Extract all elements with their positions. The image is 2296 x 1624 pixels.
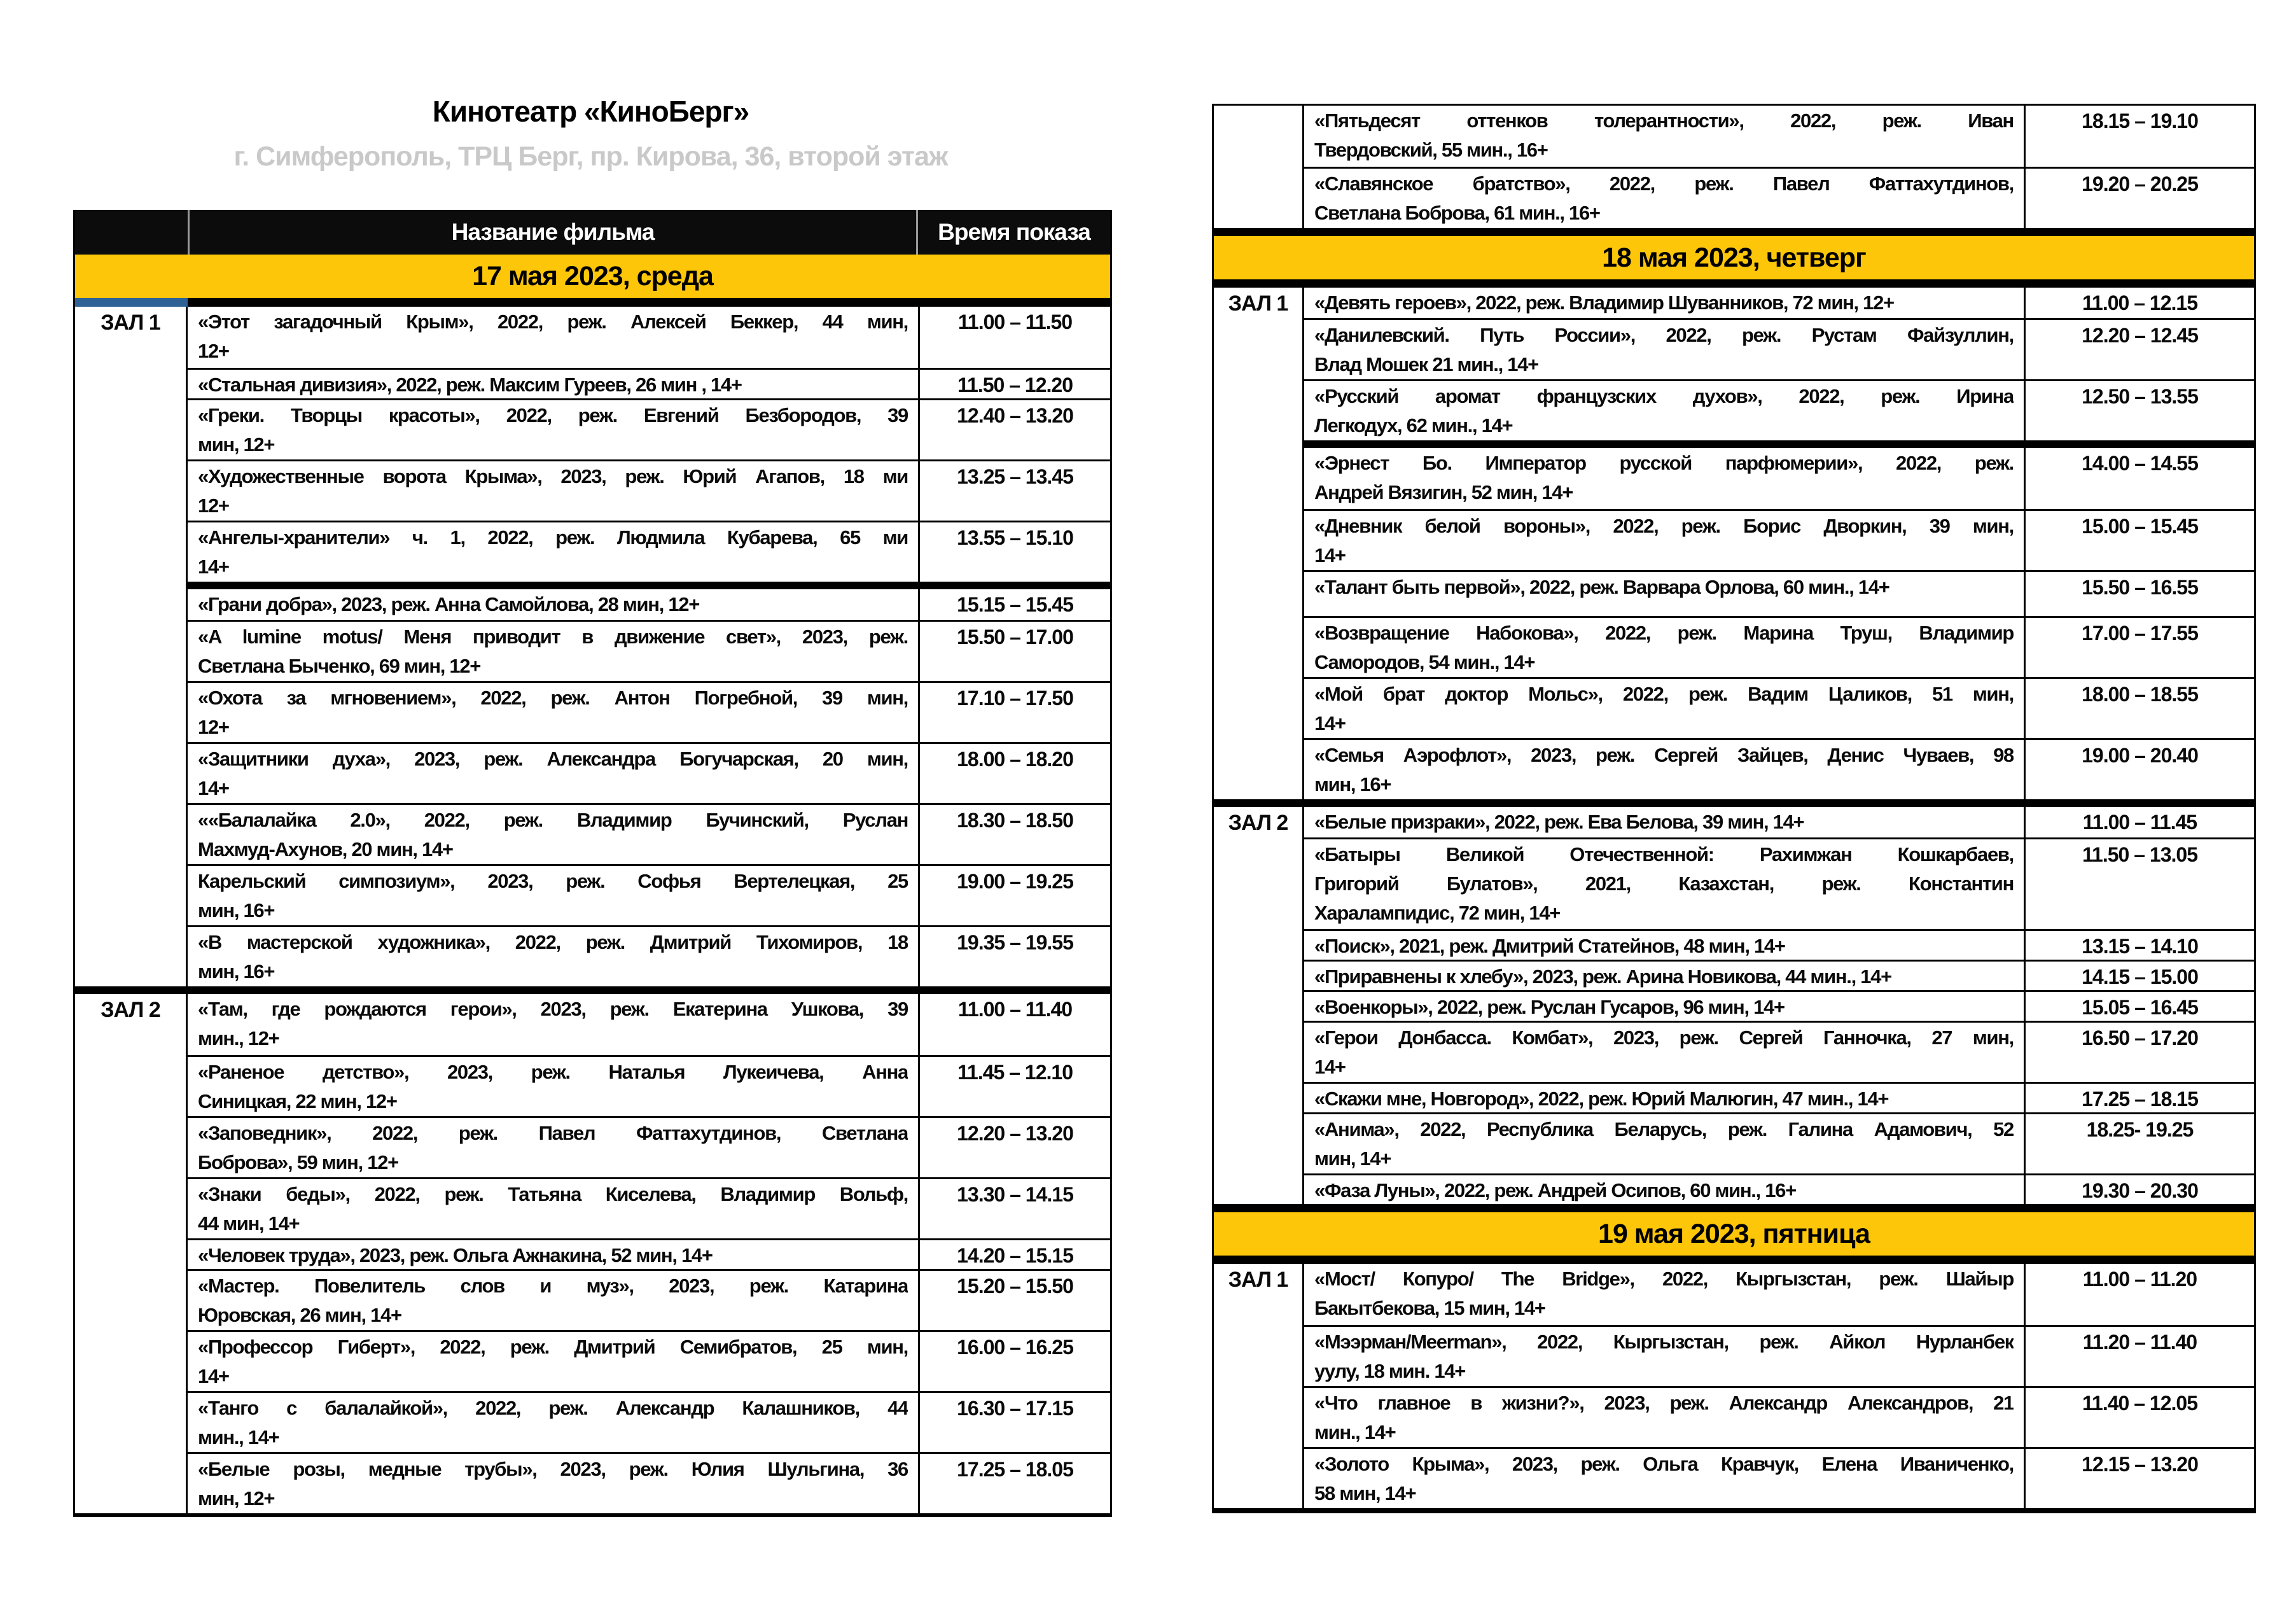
film-row (1304, 1082, 2254, 1112)
film-title-line: ««Балалайка 2.0», 2022, реж. Владимир Бучинский, Руслан (198, 809, 908, 831)
film-row (188, 589, 1110, 620)
film-title-line: «Стальная дивизия», 2022, реж. Максим Гуреев, 26 мин , 14+ (198, 374, 742, 396)
film-row (1304, 167, 2254, 228)
film-title-cell (188, 461, 918, 521)
hall-block (1214, 288, 2254, 799)
film-title-cell (188, 927, 918, 986)
date-label: 19 мая 2023, пятница (1598, 1219, 1870, 1249)
film-title-line: мин, 16+ (198, 899, 275, 921)
showtime-cell: 15.50 – 16.55 (2024, 572, 2254, 616)
showtime-cell: 17.25 – 18.15 (2024, 1084, 2254, 1112)
film-title-line: «Мээрман/Meerman», 2022, Кыргызстан, реж. Айкол Нурланбек (1314, 1331, 2014, 1353)
showtime-cell: 13.30 – 14.15 (918, 1179, 1110, 1238)
showtime-cell: 19.30 – 20.30 (2024, 1175, 2254, 1204)
hall-separator-bar (1214, 799, 2254, 807)
film-title-line: «Фаза Луны», 2022, реж. Андрей Осипов, 60 мин., 16+ (1314, 1179, 1796, 1201)
film-title-cell (1304, 106, 2024, 167)
separator-strip (75, 298, 1110, 307)
hall-label: ЗАЛ 2 (75, 994, 188, 1513)
film-title-line: «Семья Аэрофлот», 2023, реж. Сергей Зайцев, Денис Чуваев, 98 (1314, 744, 2014, 766)
film-title-line: мин, 16+ (1314, 773, 1391, 795)
film-title-line: «Скажи мне, Новгород», 2022, реж. Юрий Малюгин, 47 мин., 14+ (1314, 1088, 1889, 1110)
film-row (188, 1055, 1110, 1116)
film-title-line: «Охота за мгновением», 2022, реж. Антон Погребной, 39 мин, (198, 687, 908, 709)
film-row (1304, 1112, 2254, 1173)
schedule-table-right (1212, 104, 2256, 1513)
group-separator-bar (1304, 440, 2254, 448)
film-title-line: «Военкоры», 2022, реж. Руслан Гусаров, 96 мин, 14+ (1314, 996, 1785, 1018)
film-title-cell (1304, 839, 2024, 929)
showtime-cell: 18.00 – 18.20 (918, 744, 1110, 803)
showtime-cell: 11.45 – 12.10 (918, 1057, 1110, 1116)
showtime-cell: 18.15 – 19.10 (2024, 106, 2254, 167)
film-title-line: «Этот загадочный Крым», 2022, реж. Алексей Беккер, 44 мин, (198, 311, 908, 333)
film-title-cell (1304, 169, 2024, 228)
film-title-cell (1304, 320, 2024, 379)
showtime-cell: 14.15 – 15.00 (2024, 962, 2254, 990)
showtime-cell: 19.20 – 20.25 (2024, 169, 2254, 228)
film-title-line: «Эрнест Бо. Император русской парфюмерии», 2022, реж. (1314, 452, 2014, 474)
hall-block (1214, 106, 2254, 228)
showtime-cell: 12.20 – 13.20 (918, 1118, 1110, 1177)
film-row (188, 742, 1110, 803)
showtime-cell: 11.00 – 11.45 (2024, 807, 2254, 837)
film-title-cell (1304, 511, 2024, 570)
showtime-cell: 18.25- 19.25 (2024, 1114, 2254, 1173)
film-row (188, 1177, 1110, 1238)
film-title-cell (1304, 1114, 2024, 1173)
showtime-cell: 11.50 – 13.05 (2024, 839, 2254, 929)
film-title-cell (1304, 1264, 2024, 1325)
hall-block (75, 994, 1110, 1513)
film-title-line: 14+ (198, 1365, 229, 1387)
film-title-line: «Что главное в жизни?», 2023, реж. Александр Александров, 21 (1314, 1392, 2014, 1414)
showtime-cell: 11.00 – 11.20 (2024, 1264, 2254, 1325)
film-row (188, 864, 1110, 925)
row-group (1304, 288, 2254, 440)
showtime-cell: 13.25 – 13.45 (918, 461, 1110, 521)
showtime-cell: 15.50 – 17.00 (918, 622, 1110, 681)
group-separator-bar (188, 582, 1110, 589)
film-title-line: «Грани добра», 2023, реж. Анна Самойлова, 28 мин, 12+ (198, 593, 700, 615)
film-title-cell (1304, 1388, 2024, 1447)
showtime-cell: 18.30 – 18.50 (918, 805, 1110, 864)
film-title-line: «Русский аромат французских духов», 2022, реж. Ирина (1314, 385, 2014, 407)
showtime-cell: 11.20 – 11.40 (2024, 1327, 2254, 1386)
film-title-cell (1304, 618, 2024, 677)
film-row (1304, 379, 2254, 440)
film-row (188, 521, 1110, 582)
film-row (188, 620, 1110, 681)
showtime-cell: 11.00 – 12.15 (2024, 288, 2254, 318)
film-title-line: 12+ (198, 494, 229, 517)
showtime-cell: 15.15 – 15.45 (918, 589, 1110, 620)
film-title-line: «Там, где рождаются герои», 2023, реж. Екатерина Ушкова, 39 (198, 998, 908, 1020)
film-row (188, 925, 1110, 986)
film-title-cell (1304, 288, 2024, 318)
cinema-address: г. Симферополь, ТРЦ Берг, пр. Кирова, 36, второй этаж (233, 141, 948, 172)
showtime-cell: 16.30 – 17.15 (918, 1393, 1110, 1452)
film-title-cell (188, 1118, 918, 1177)
showtime-cell: 16.00 – 16.25 (918, 1332, 1110, 1391)
film-title-line: «Герои Донбасса. Комбат», 2023, реж. Сергей Ганночка, 27 мин, (1314, 1026, 2014, 1049)
showtime-cell: 15.00 – 15.45 (2024, 511, 2254, 570)
showtime-cell: 19.00 – 20.40 (2024, 740, 2254, 799)
film-title-cell (188, 683, 918, 742)
film-title-line: «Раненое детство», 2023, реж. Наталья Лукеичева, Анна (198, 1061, 908, 1083)
film-title-line: Легкодух, 62 мин., 14+ (1314, 414, 1513, 437)
film-title-line: «Мост/ Копуро/ The Bridge», 2022, Кыргызстан, реж. Шайыр (1314, 1268, 2014, 1290)
hall-rows (1304, 807, 2254, 1204)
film-title-line: Влад Мошек 21 мин., 14+ (1314, 353, 1538, 375)
hall-rows (188, 994, 1110, 1513)
showtime-cell: 13.55 – 15.10 (918, 522, 1110, 582)
film-title-cell (188, 522, 918, 582)
row-group (188, 589, 1110, 986)
film-row (188, 1238, 1110, 1269)
film-title-line: Андрей Вязигин, 52 мин, 14+ (1314, 481, 1573, 503)
film-title-line: Махмуд-Ахунов, 20 мин, 14+ (198, 838, 453, 860)
column-header-film: Название фильма (190, 210, 918, 255)
showtime-cell: 11.00 – 11.40 (918, 994, 1110, 1055)
film-title-line: Синицкая, 22 мин, 12+ (198, 1090, 397, 1112)
masthead (73, 94, 1108, 172)
showtime-cell: 17.00 – 17.55 (2024, 618, 2254, 677)
film-row (1304, 570, 2254, 616)
column-header-hall (75, 210, 190, 255)
showtime-cell: 14.20 – 15.15 (918, 1240, 1110, 1269)
film-title-line: Карельский симпозиум», 2023, реж. Софья Вертелецкая, 25 (198, 870, 908, 892)
film-title-line: мин., 12+ (198, 1027, 279, 1049)
film-title-line: мин, 16+ (198, 960, 275, 983)
film-title-cell (1304, 740, 2024, 799)
table-header-row (75, 210, 1110, 255)
showtime-cell: 12.15 – 13.20 (2024, 1449, 2254, 1508)
film-title-line: «Профессор Гиберт», 2022, реж. Дмитрий Семибратов, 25 мин, (198, 1336, 908, 1358)
film-row (188, 1330, 1110, 1391)
film-title-line: 12+ (198, 716, 229, 738)
film-title-line: «Танго с балалайкой», 2022, реж. Александр Калашников, 44 (198, 1397, 908, 1419)
hall-label: ЗАЛ 1 (75, 307, 188, 986)
film-title-line: Юровская, 26 мин, 14+ (198, 1304, 401, 1326)
film-row (188, 459, 1110, 521)
film-title-line: «Греки. Творцы красоты», 2022, реж. Евгений Безбородов, 39 (198, 404, 908, 426)
film-row (1304, 990, 2254, 1021)
film-row (1304, 288, 2254, 318)
film-title-cell (188, 1393, 918, 1452)
film-title-line: мин, 12+ (198, 1487, 275, 1509)
film-row (1304, 106, 2254, 167)
hall-separator-bar (75, 986, 1110, 994)
film-title-line: «В мастерской художника», 2022, реж. Дмитрий Тихомиров, 18 (198, 931, 908, 953)
film-title-line: мин., 14+ (198, 1426, 279, 1448)
hall-block (1214, 1264, 2254, 1508)
film-title-line: «Девять героев», 2022, реж. Владимир Шуванников, 72 мин, 12+ (1314, 291, 1894, 314)
film-title-line: «Художественные ворота Крыма», 2023, реж. Юрий Агапов, 18 ми (198, 465, 908, 487)
film-title-cell (188, 370, 918, 398)
showtime-cell: 12.20 – 12.45 (2024, 320, 2254, 379)
film-row (188, 1391, 1110, 1452)
film-title-line: «Ангелы-хранители» ч. 1, 2022, реж. Людмила Кубарева, 65 ми (198, 526, 908, 549)
film-title-cell (1304, 572, 2024, 616)
showtime-cell: 11.40 – 12.05 (2024, 1388, 2254, 1447)
film-row (1304, 318, 2254, 379)
film-row (1304, 677, 2254, 738)
film-title-line: Боброва», 59 мин, 12+ (198, 1151, 398, 1173)
film-title-line: «Славянское братство», 2022, реж. Павел Фаттахутдинов, (1314, 172, 2014, 195)
film-row (188, 1452, 1110, 1513)
film-title-line: «Мой брат доктор Мольс», 2022, реж. Вадим Цаликов, 51 мин, (1314, 683, 2014, 705)
showtime-cell: 13.15 – 14.10 (2024, 931, 2254, 960)
film-title-line: Светлана Боброва, 61 мин., 16+ (1314, 202, 1600, 224)
film-title-line: «Дневник белой вороны», 2022, реж. Борис Дворкин, 39 мин, (1314, 515, 2014, 537)
film-row (1304, 1447, 2254, 1508)
film-title-line: Григорий Булатов», 2021, Казахстан, реж. Константин (1314, 872, 2014, 895)
row-group (188, 994, 1110, 1513)
black-separator-bar (1214, 279, 2254, 288)
film-title-line: 14+ (198, 777, 229, 799)
showtime-cell: 19.35 – 19.55 (918, 927, 1110, 986)
film-title-line: «Поиск», 2021, реж. Дмитрий Статейнов, 48 мин, 14+ (1314, 935, 1785, 957)
hall-label: ЗАЛ 2 (1214, 807, 1304, 1204)
film-title-cell (1304, 992, 2024, 1021)
showtime-cell: 12.50 – 13.55 (2024, 381, 2254, 440)
film-row (1304, 738, 2254, 799)
film-title-cell (1304, 931, 2024, 960)
film-title-line: Твердовский, 55 мин., 16+ (1314, 139, 1548, 161)
showtime-cell: 12.40 – 13.20 (918, 400, 1110, 459)
film-row (1304, 929, 2254, 960)
film-title-line: Светлана Быченко, 69 мин, 12+ (198, 655, 481, 677)
film-title-line: мин, 12+ (198, 433, 275, 456)
film-row (1304, 1173, 2254, 1204)
film-row (1304, 1386, 2254, 1447)
film-title-cell (188, 1240, 918, 1269)
date-label: 18 мая 2023, четверг (1602, 242, 1866, 273)
film-title-line: «Приравнены к хлебу», 2023, реж. Арина Новикова, 44 мин., 14+ (1314, 965, 1891, 988)
film-row (1304, 509, 2254, 570)
film-title-line: 44 мин, 14+ (198, 1212, 300, 1235)
film-row (188, 307, 1110, 368)
showtime-cell: 17.10 – 17.50 (918, 683, 1110, 742)
film-row (1304, 1325, 2254, 1386)
hall-label: ЗАЛ 1 (1214, 1264, 1304, 1508)
film-row (1304, 1264, 2254, 1325)
column-header-time: Время показа (938, 219, 1090, 245)
film-title-cell (1304, 807, 2024, 837)
film-title-cell (1304, 679, 2024, 738)
film-row (188, 994, 1110, 1055)
hall-rows (1304, 288, 2254, 799)
film-title-cell (188, 1057, 918, 1116)
film-row (188, 368, 1110, 398)
hall-rows (1304, 106, 2254, 228)
row-group (188, 307, 1110, 582)
showtime-cell: 11.00 – 11.50 (918, 307, 1110, 368)
film-title-line: «Анима», 2022, Республика Беларусь, реж. Галина Адамович, 52 (1314, 1118, 2014, 1140)
film-title-line: 14+ (1314, 1056, 1346, 1078)
film-title-cell (188, 400, 918, 459)
film-title-cell (188, 1454, 918, 1513)
film-title-line: «Защитники духа», 2023, реж. Александра Богучарская, 20 мин, (198, 748, 908, 770)
film-title-line: «Человек труда», 2023, реж. Ольга Ажнакина, 52 мин, 14+ (198, 1244, 713, 1266)
date-label: 17 мая 2023, среда (472, 261, 713, 291)
film-row (188, 681, 1110, 742)
film-title-line: «Талант быть первой», 2022, реж. Варвара Орлова, 60 мин., 14+ (1314, 576, 1889, 598)
film-title-line: «Возвращение Набокова», 2022, реж. Марина Труш, Владимир (1314, 622, 2014, 644)
film-title-line: Самородов, 54 мин., 14+ (1314, 651, 1535, 673)
schedule-table-left (73, 210, 1112, 1517)
film-title-cell (188, 622, 918, 681)
showtime-cell: 11.50 – 12.20 (918, 370, 1110, 398)
black-separator-bar (1214, 1256, 2254, 1264)
film-title-line: «Белые розы, медные трубы», 2023, реж. Юлия Шульгина, 36 (198, 1458, 908, 1480)
film-row (1304, 807, 2254, 837)
film-title-line: 14+ (198, 556, 229, 578)
film-title-cell (1304, 1327, 2024, 1386)
film-title-line: «Золото Крыма», 2023, реж. Ольга Кравчук, Елена Иваниченко, (1314, 1453, 2014, 1475)
film-title-cell (1304, 448, 2024, 509)
showtime-cell: 17.25 – 18.05 (918, 1454, 1110, 1513)
film-row (188, 1116, 1110, 1177)
film-title-line: Бакытбекова, 15 мин, 14+ (1314, 1297, 1545, 1319)
film-title-line: «Мастер. Повелитель слов и муз», 2023, реж. Катарина (198, 1275, 908, 1297)
film-row (1304, 960, 2254, 990)
film-title-line: 14+ (1314, 544, 1346, 566)
film-title-cell (188, 805, 918, 864)
film-title-cell (1304, 1175, 2024, 1204)
film-title-cell (1304, 381, 2024, 440)
date-band (75, 255, 1110, 298)
film-title-cell (188, 1179, 918, 1238)
film-row (1304, 448, 2254, 509)
film-title-cell (1304, 1023, 2024, 1082)
film-title-cell (188, 1332, 918, 1391)
film-title-cell (188, 307, 918, 368)
film-row (188, 1269, 1110, 1330)
hall-block (75, 307, 1110, 986)
hall-block (1214, 807, 2254, 1204)
showtime-cell: 18.00 – 18.55 (2024, 679, 2254, 738)
hall-label (1214, 106, 1304, 228)
film-title-cell (188, 744, 918, 803)
film-title-line: «A lumine motus/ Меня приводит в движение свет», 2023, реж. (198, 626, 908, 648)
film-title-cell (1304, 1084, 2024, 1112)
date-band (1214, 228, 2254, 279)
row-group (1304, 106, 2254, 228)
showtime-cell: 19.00 – 19.25 (918, 866, 1110, 925)
film-title-line: «Данилевский. Путь России», 2022, реж. Рустам Файзуллин, (1314, 324, 2014, 346)
film-title-line: «Знаки беды», 2022, реж. Татьяна Киселева, Владимир Вольф, (198, 1183, 908, 1205)
film-row (188, 398, 1110, 459)
film-row (1304, 837, 2254, 929)
film-title-cell (188, 589, 918, 620)
film-row (1304, 1021, 2254, 1082)
film-title-line: 58 мин, 14+ (1314, 1482, 1416, 1504)
row-group (1304, 1264, 2254, 1508)
film-title-line: уулу, 18 мин. 14+ (1314, 1360, 1466, 1382)
film-title-line: «Пятьдесят оттенков толерантности», 2022, реж. Иван (1314, 109, 2014, 132)
film-title-cell (1304, 962, 2024, 990)
film-title-line: «Батыры Великой Отечественной: Рахимжан Кошкарбаев, (1314, 843, 2014, 865)
film-title-line: мин., 14+ (1314, 1421, 1396, 1443)
film-title-line: мин, 14+ (1314, 1147, 1391, 1170)
date-band (1214, 1204, 2254, 1256)
film-title-line: «Заповедник», 2022, реж. Павел Фаттахутдинов, Светлана (198, 1122, 908, 1144)
row-group (1304, 807, 2254, 1204)
film-title-cell (188, 994, 918, 1055)
showtime-cell: 16.50 – 17.20 (2024, 1023, 2254, 1082)
film-title-line: 14+ (1314, 712, 1346, 734)
hall-rows (1304, 1264, 2254, 1508)
hall-label: ЗАЛ 1 (1214, 288, 1304, 799)
black-separator-segment (188, 298, 1110, 307)
film-title-line: 12+ (198, 340, 229, 362)
row-group (1304, 448, 2254, 799)
showtime-cell: 15.05 – 16.45 (2024, 992, 2254, 1021)
showtime-cell: 14.00 – 14.55 (2024, 448, 2254, 509)
film-title-cell (188, 866, 918, 925)
film-title-line: «Белые призраки», 2022, реж. Ева Белова, 39 мин, 14+ (1314, 811, 1804, 833)
showtime-cell: 15.20 – 15.50 (918, 1271, 1110, 1330)
cinema-title: Кинотеатр «КиноБерг» (432, 95, 749, 128)
film-row (1304, 616, 2254, 677)
film-title-cell (188, 1271, 918, 1330)
hall-rows (188, 307, 1110, 986)
film-title-cell (1304, 1449, 2024, 1508)
blue-separator-segment (75, 298, 188, 307)
film-row (188, 803, 1110, 864)
film-title-line: Харалампидис, 72 мин, 14+ (1314, 902, 1561, 924)
